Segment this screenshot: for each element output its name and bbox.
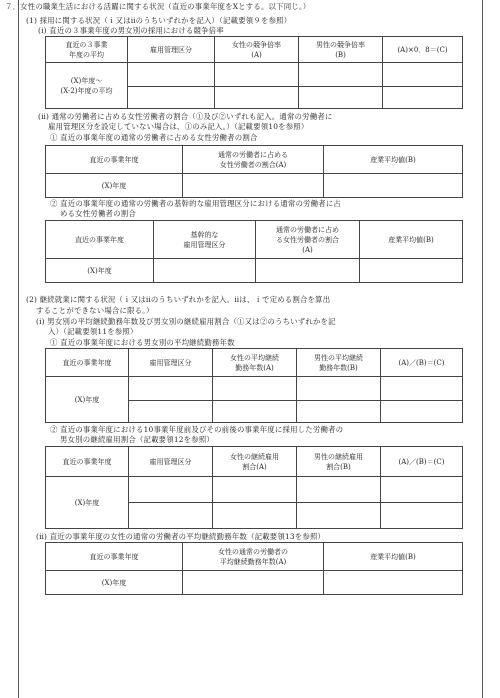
input-cell[interactable] bbox=[256, 259, 360, 283]
input-cell[interactable] bbox=[297, 503, 381, 529]
table-continued-employment bbox=[45, 446, 463, 529]
input-cell[interactable] bbox=[154, 259, 256, 283]
header-cell: 直近の３事業 年度の平均 bbox=[46, 37, 128, 63]
input-cell[interactable] bbox=[299, 63, 383, 87]
header-cell: 女性の競争倍率 (A) bbox=[215, 37, 299, 63]
input-cell[interactable] bbox=[183, 571, 324, 595]
s2-i-heading-2: 入）（記載要領11を参照） bbox=[48, 327, 138, 336]
header-cell: 雇用管理区分 bbox=[129, 349, 213, 377]
header-cell: 産業平均値(B) bbox=[360, 221, 463, 259]
s2-ii-heading: (ⅱ) 直近の事業年度の女性の通常の労働者の平均継続勤務年数（記載要領13を参照） bbox=[36, 532, 326, 541]
table-female-avg-tenure bbox=[45, 542, 463, 595]
header-cell: 産業平均値(B) bbox=[324, 543, 463, 571]
input-cell[interactable] bbox=[183, 174, 324, 198]
input-cell[interactable] bbox=[128, 63, 215, 87]
input-cell[interactable] bbox=[381, 401, 463, 423]
header-cell: 雇用管理区分 bbox=[128, 37, 215, 63]
header-cell: 女性の通常の労働者の 平均継続勤務年数(A) bbox=[183, 543, 324, 571]
header-cell: 直近の事業年度 bbox=[46, 349, 129, 377]
header-cell: 男性の平均継続 勤務年数(B) bbox=[297, 349, 381, 377]
s2-i-q2-heading: ② 直近の事業年度における10事業年度前及びその前後の事業年度に採用した労働者の bbox=[50, 425, 344, 434]
input-cell[interactable] bbox=[297, 401, 381, 423]
s1-ii-heading: (ⅱ) 通常の労働者に占める女性労働者の割合（①及び②いずれも記入。通常の労働者に bbox=[38, 112, 333, 121]
header-cell: 直近の事業年度 bbox=[46, 543, 183, 571]
row-label: (X)年度 bbox=[46, 377, 129, 423]
s2-i-heading: (ⅰ) 男女別の平均継続勤務年数及び男女別の継続雇用割合（①又は②のうちいずれかを記 bbox=[36, 317, 336, 326]
header-cell: 直近の事業年度 bbox=[46, 146, 183, 174]
row-label: (X)年度～ (X-2)年度の平均 bbox=[46, 63, 128, 109]
table-female-ratio bbox=[45, 145, 463, 198]
input-cell[interactable] bbox=[129, 477, 213, 503]
row-label: (X)年度 bbox=[46, 571, 183, 595]
header-cell: (A)／(B)＝(C) bbox=[381, 349, 463, 377]
s1-heading: (1) 採用に関する状況（ｉ又はⅱのうちいずれかを記入）（記載要領９を参照） bbox=[26, 16, 292, 25]
input-cell[interactable] bbox=[128, 87, 215, 109]
header-cell: 基幹的な 雇用管理区分 bbox=[154, 221, 256, 259]
input-cell[interactable] bbox=[381, 503, 463, 529]
header-cell: 男性の継続雇用 割合(B) bbox=[297, 447, 381, 477]
s2-heading-2: することができない場合に限る。） bbox=[36, 306, 154, 315]
header-cell: 女性の継続雇用 割合(A) bbox=[213, 447, 297, 477]
input-cell[interactable] bbox=[381, 477, 463, 503]
input-cell[interactable] bbox=[215, 63, 299, 87]
input-cell[interactable] bbox=[360, 259, 463, 283]
s2-heading: (2) 継続就業に関する状況（ｉ又はⅱのうちいずれかを記入。ⅱは、ｉで定める割合を算出 bbox=[26, 295, 331, 304]
s2-i-q2-heading-2: 男女別の継続雇用割合（記載要領12を参照） bbox=[60, 435, 215, 444]
s1-ii-q2-heading-2: める女性労働者の割合 bbox=[60, 209, 136, 218]
input-cell[interactable] bbox=[213, 401, 297, 423]
input-cell[interactable] bbox=[213, 503, 297, 529]
input-cell[interactable] bbox=[383, 87, 463, 109]
s1-ii-heading-2: 雇用管理区分を設定していない場合は、①のみ記入。）（記載要領10を参照） bbox=[48, 122, 309, 131]
s1-ii-q1-heading: ① 直近の事業年度の通常の労働者に占める女性労働者の割合 bbox=[50, 133, 258, 142]
table-core-category-ratio bbox=[45, 220, 463, 283]
table-competition-ratio bbox=[45, 36, 463, 109]
header-cell: 通常の労働者に占める 女性労働者の割合(A) bbox=[183, 146, 324, 174]
input-cell[interactable] bbox=[299, 87, 383, 109]
header-cell: (A)×0．8＝(C) bbox=[383, 37, 463, 63]
input-cell[interactable] bbox=[213, 477, 297, 503]
header-cell: 女性の平均継続 勤務年数(A) bbox=[213, 349, 297, 377]
row-label: (X)年度 bbox=[46, 477, 129, 529]
input-cell[interactable] bbox=[297, 377, 381, 401]
table-avg-tenure bbox=[45, 348, 463, 423]
input-cell[interactable] bbox=[381, 377, 463, 401]
section-title: ７．女性の職業生活における活躍に関する状況（直近の事業年度をXとする。以下同じ。） bbox=[5, 2, 311, 11]
header-cell: (A)／(B)＝(C) bbox=[381, 447, 463, 477]
header-cell: 産業平均値(B) bbox=[324, 146, 463, 174]
header-cell: 通常の労働者に占め る女性労働者の割合 (A) bbox=[256, 221, 360, 259]
row-label: (X)年度 bbox=[46, 174, 183, 198]
header-cell: 直近の事業年度 bbox=[46, 447, 129, 477]
input-cell[interactable] bbox=[129, 401, 213, 423]
input-cell[interactable] bbox=[324, 174, 463, 198]
input-cell[interactable] bbox=[297, 477, 381, 503]
input-cell[interactable] bbox=[129, 503, 213, 529]
s2-i-q1-heading: ① 直近の事業年度における男女別の平均継続勤務年数 bbox=[50, 338, 235, 347]
row-label: (X)年度 bbox=[46, 259, 154, 283]
header-cell: 男性の競争倍率 (B) bbox=[299, 37, 383, 63]
s1-ii-q2-heading: ② 直近の事業年度の通常の労働者の基幹的な雇用管理区分における通常の労働者に占 bbox=[50, 199, 341, 208]
input-cell[interactable] bbox=[383, 63, 463, 87]
input-cell[interactable] bbox=[324, 571, 463, 595]
input-cell[interactable] bbox=[129, 377, 213, 401]
header-cell: 雇用管理区分 bbox=[129, 447, 213, 477]
header-cell: 直近の事業年度 bbox=[46, 221, 154, 259]
s1-i-heading: (ⅰ) 直近の３事業年度の男女別の採用における競争倍率 bbox=[38, 26, 224, 35]
input-cell[interactable] bbox=[215, 87, 299, 109]
input-cell[interactable] bbox=[213, 377, 297, 401]
